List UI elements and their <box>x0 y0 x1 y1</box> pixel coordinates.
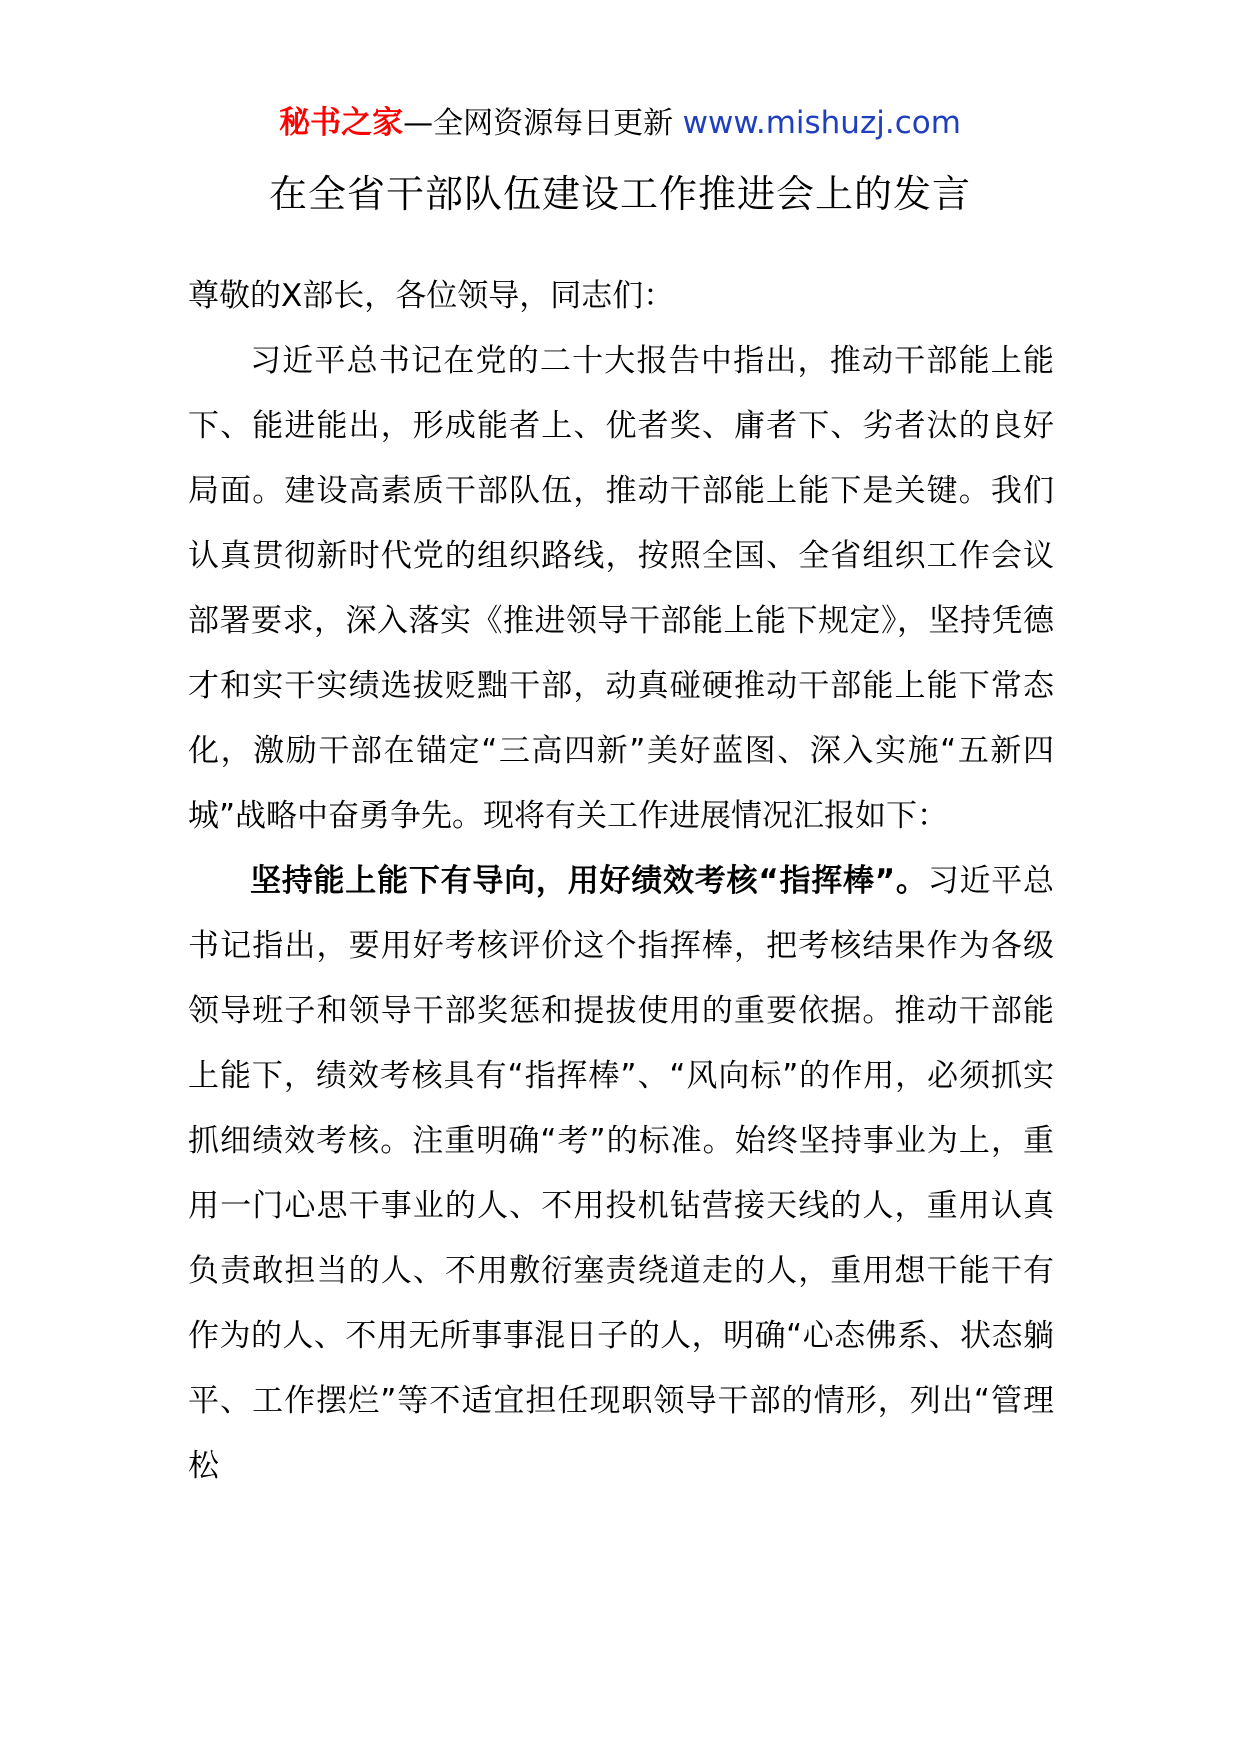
section-body: 习近平总书记指出，要用好考核评价这个指挥棒，把考核结果作为各级领导班子和领导干部奖惩和提拔使用的重要依据。推动干部能上能下，绩效考核具有“指挥棒”、“风向标”的作用，必须抓实抓细绩效考核。注重明确“考”的标准。始终坚持事业为上，重用一门心思干事业的人、不用投机钻营接天线的人，重用认真负责敢担当的人、不用敷衍塞责绕道走的人，重用想干能干有作为的人、不用无所事事混日子的人，明确“心态佛系、状态躺平、工作摆烂”等不适宜担任现职领导干部的情形，列出“管理松 <box>188 863 1054 1484</box>
paragraph-section-one <box>188 849 1054 1499</box>
site-brand: 秘书之家 <box>279 105 404 141</box>
site-header <box>0 100 1240 147</box>
section-heading: 坚持能上能下有导向，用好绩效考核“指挥棒”。 <box>250 863 928 899</box>
site-url-link[interactable]: www.mishuzj.com <box>682 105 961 141</box>
document-body <box>188 264 1054 1499</box>
salutation: 尊敬的X部长，各位领导，同志们： <box>188 278 675 314</box>
site-tagline: —全网资源每日更新 <box>403 106 674 141</box>
document-title: 在全省干部队伍建设工作推进会上的发言 <box>268 172 971 216</box>
paragraph-intro: 习近平总书记在党的二十大报告中指出，推动干部能上能下、能进能出，形成能者上、优者奖、庸者下、劣者汰的良好局面。建设高素质干部队伍，推动干部能上能下是关键。我们认真贯彻新时代党的组织路线，按照全国、全省组织工作会议部署要求，深入落实《推进领导干部能上能下规定》，坚持凭德才和实干实绩选拔贬黜干部，动真碰硬推动干部能上能下常态化，激励干部在锚定“三高四新”美好蓝图、深入实施“五新四城”战略中奋勇争先。现将有关工作进展情况汇报如下： <box>188 343 1054 834</box>
